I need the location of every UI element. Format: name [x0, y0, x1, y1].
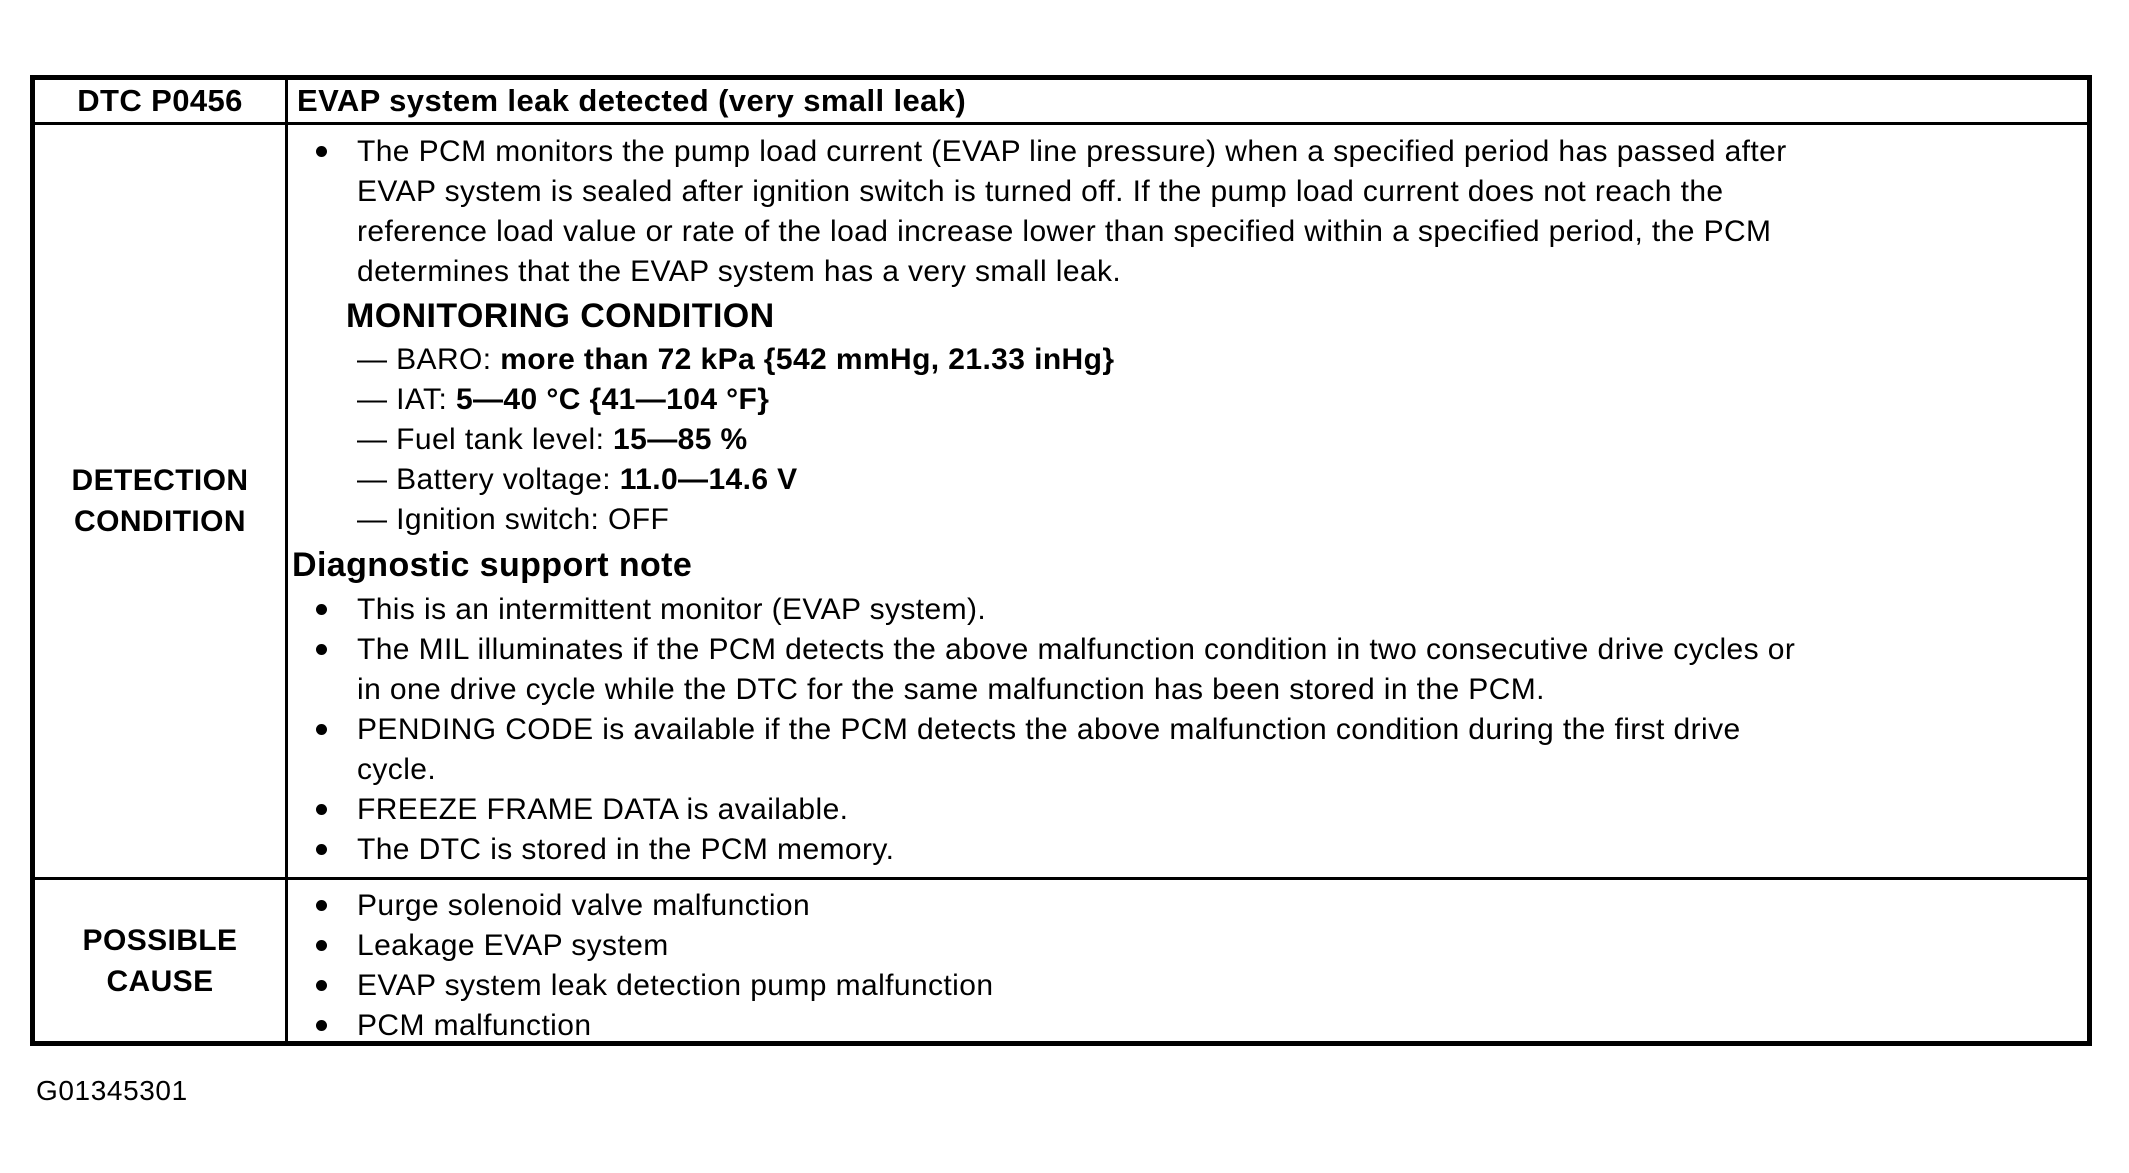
cause-bullet-leak-detection-pump — [288, 966, 2087, 1006]
support-bullet-freeze-frame — [288, 790, 2087, 830]
monitoring-item-baro — [288, 340, 2087, 380]
dtc-description: EVAP system leak detected (very small leak) — [297, 83, 967, 118]
possible-cause-label-line2: CAUSE — [106, 964, 214, 998]
detection-condition-label — [35, 125, 288, 877]
intro-line: determines that the EVAP system has a very small leak. — [357, 255, 1122, 288]
figure-id: G01345301 — [36, 1075, 188, 1106]
intro-line: EVAP system is sealed after ignition switch is turned off. If the pump load current does not reach the — [357, 175, 1724, 208]
monitoring-item-battery-voltage — [288, 460, 2087, 500]
cause-bullet-leakage-evap — [288, 926, 2087, 966]
monitoring-item-prefix: — BARO: — [357, 343, 501, 376]
support-bullet-line: PENDING CODE is available if the PCM detects the above malfunction condition during the first drive — [357, 713, 1741, 746]
monitoring-item-prefix: — Fuel tank level: — [357, 423, 614, 456]
monitoring-condition-heading: MONITORING CONDITION — [346, 297, 775, 335]
detection-label-line2: CONDITION — [74, 505, 246, 538]
detection-label-line1: DETECTION — [71, 464, 249, 497]
possible-cause-row — [35, 877, 2087, 1041]
possible-cause-label-line1: POSSIBLE — [82, 923, 238, 957]
support-bullet-dtc-stored — [288, 830, 2087, 870]
monitoring-item-value: 15—85 % — [613, 423, 748, 456]
dtc-header-row — [35, 80, 2087, 122]
dtc-code-cell — [35, 80, 288, 122]
support-bullet-pending-code — [288, 710, 2087, 790]
support-bullet-line: in one drive cycle while the DTC for the same malfunction has been stored in the PCM. — [357, 673, 1545, 706]
monitoring-item-value: more than 72 kPa {542 mmHg, 21.33 inHg} — [500, 343, 1115, 376]
detection-intro-bullet — [288, 132, 2087, 292]
monitoring-item-fuel-tank-level — [288, 420, 2087, 460]
monitoring-item-ignition-switch — [288, 500, 2087, 540]
support-bullet-line: The MIL illuminates if the PCM detects the above malfunction condition in two consecutive drive cycles or — [357, 633, 1796, 666]
monitoring-item-prefix: — IAT: — [357, 383, 456, 416]
intro-line: The PCM monitors the pump load current (EVAP line pressure) when a specified period has passed after — [357, 135, 1787, 168]
support-bullet-line: The DTC is stored in the PCM memory. — [357, 833, 895, 866]
support-bullet-intermittent-monitor — [288, 590, 2087, 630]
cause-bullet-pcm-malfunction — [288, 1006, 2087, 1041]
monitoring-item-iat — [288, 380, 2087, 420]
detection-condition-content — [288, 125, 2087, 877]
possible-cause-label — [35, 880, 288, 1041]
cause-bullet-line: Leakage EVAP system — [357, 929, 669, 962]
support-bullet-line: cycle. — [357, 753, 437, 786]
dtc-table — [30, 75, 2092, 1046]
support-bullet-mil-illuminates — [288, 630, 2087, 710]
monitoring-item-value: 11.0—14.6 V — [619, 463, 798, 496]
cause-bullet-line: Purge solenoid valve malfunction — [357, 889, 811, 922]
detection-condition-row — [35, 122, 2087, 877]
monitoring-item-prefix: — Ignition switch: OFF — [357, 503, 670, 536]
dtc-code: DTC P0456 — [77, 83, 243, 118]
support-bullet-line: This is an intermittent monitor (EVAP system). — [357, 593, 987, 626]
support-bullet-line: FREEZE FRAME DATA is available. — [357, 793, 849, 826]
cause-bullet-line: PCM malfunction — [357, 1009, 592, 1041]
cause-bullet-purge-solenoid — [288, 886, 2087, 926]
cause-bullet-line: EVAP system leak detection pump malfunction — [357, 969, 994, 1002]
dtc-description-cell — [288, 80, 2087, 122]
intro-line: reference load value or rate of the load increase lower than specified within a specified period, the PCM — [357, 215, 1772, 248]
possible-cause-content — [288, 880, 2087, 1041]
monitoring-item-prefix: — Battery voltage: — [357, 463, 620, 496]
diagnostic-support-note-heading: Diagnostic support note — [292, 546, 693, 584]
monitoring-item-value: 5—40 °C {41—104 °F} — [455, 383, 770, 416]
